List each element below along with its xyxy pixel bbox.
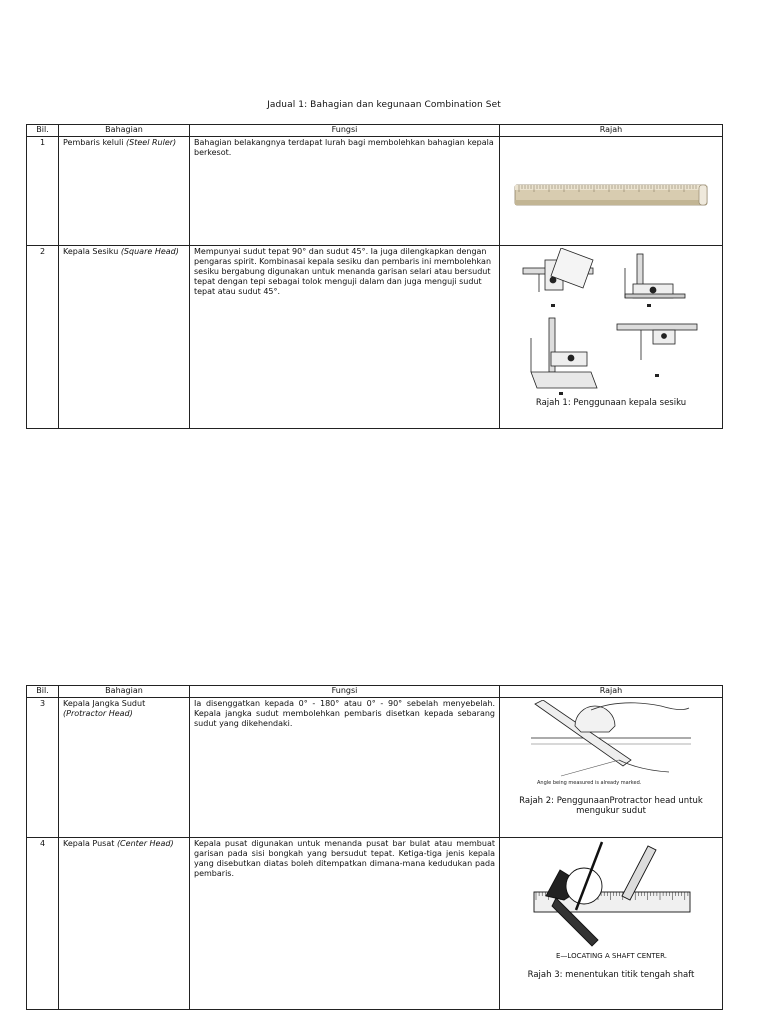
figure-cell — [500, 698, 723, 838]
square-head-figure-b — [625, 254, 685, 307]
figure-caption: Rajah 1: Penggunaan kepala sesiku — [535, 398, 687, 408]
figure-cell — [500, 838, 723, 1010]
center-head-usage-image — [526, 840, 696, 970]
header-fungsi: Fungsi — [190, 125, 500, 137]
part-name-english: (Protractor Head) — [63, 709, 133, 718]
page-title: Jadual 1: Bahagian dan kegunaan Combination Set — [267, 100, 501, 110]
protractor-head-usage-image — [531, 700, 691, 796]
part-function: Ia disenggatkan kepada 0° - 180° atau 0° - 90° sebelah menyebelah. Kepala jangka sudut membolehkan pembaris disetkan kepada sebarang sudut yang dikehendaki. — [190, 698, 500, 838]
part-function: Kepala pusat digunakan untuk menanda pusat bar bulat atau membuat garisan pada sisi bongkah yang bersudut tepat. Ketiga-tiga jenis kepala yang disebutkan diatas boleh ditempatkan dimana-mana kedudukan pada pembaris. — [190, 838, 500, 1010]
square-head-figure-c — [531, 318, 597, 395]
figure-caption: Rajah 3: menentukan titik tengah shaft — [527, 970, 695, 980]
header-bil: Bil. — [27, 125, 59, 137]
part-function: Bahagian belakangnya terdapat lurah bagi membolehkan bahagian kepala berkesot. — [190, 137, 500, 246]
table-header-row — [27, 686, 723, 698]
part-name-english: (Square Head) — [120, 247, 179, 256]
figure-caption: Rajah 2: PenggunaanProtractor head untuk mengukur sudut — [519, 796, 703, 816]
part-name-main: Kepala Pusat — [63, 839, 115, 848]
figure-annotation: E—LOCATING A SHAFT CENTER. — [556, 952, 667, 960]
part-name-main: Pembaris keluli — [63, 138, 124, 147]
header-rajah: Rajah — [500, 125, 723, 137]
header-bahagian: Bahagian — [59, 686, 190, 698]
figure-cell — [500, 246, 723, 429]
part-function: Mempunyai sudut tepat 90° dan sudut 45°. Ia juga dilengkapkan dengan pengaras spirit. Kombinasai kepala sesiku dan pembaris ini membolehkan sesiku bergabung digunakan untuk menanda garisan selari atau bersudut tepat dengan tepi sebagai tolok menguji dalam dan juga menguji sudut tepat atau sudut 45°. — [190, 246, 500, 429]
table-row — [27, 137, 723, 246]
table-row — [27, 698, 723, 838]
header-fungsi: Fungsi — [190, 686, 500, 698]
square-head-usage-image — [521, 248, 701, 398]
combination-set-table-part-2 — [26, 685, 723, 1010]
part-name — [59, 698, 190, 838]
table-header-row — [27, 125, 723, 137]
square-head-figure-d — [617, 324, 697, 377]
table-row — [27, 246, 723, 429]
square-head-figure-a — [523, 248, 593, 307]
part-name-english: (Center Head) — [116, 839, 174, 848]
combination-set-table-part-1 — [26, 124, 723, 429]
part-name-english: (Steel Ruler) — [126, 138, 177, 147]
row-number: 4 — [27, 838, 59, 1010]
row-number: 3 — [27, 698, 59, 838]
figure-cell — [500, 137, 723, 246]
part-name — [59, 246, 190, 429]
part-name — [59, 137, 190, 246]
part-name-main: Kepala Sesiku — [63, 247, 119, 256]
header-bahagian: Bahagian — [59, 125, 190, 137]
header-bil: Bil. — [27, 686, 59, 698]
figure-annotation: Angle being measured is already marked. — [537, 780, 642, 786]
row-number: 1 — [27, 137, 59, 246]
part-name — [59, 838, 190, 1010]
header-rajah: Rajah — [500, 686, 723, 698]
steel-ruler-image — [513, 139, 709, 239]
row-number: 2 — [27, 246, 59, 429]
table-row — [27, 838, 723, 1010]
part-name-main: Kepala Jangka Sudut — [63, 699, 146, 708]
